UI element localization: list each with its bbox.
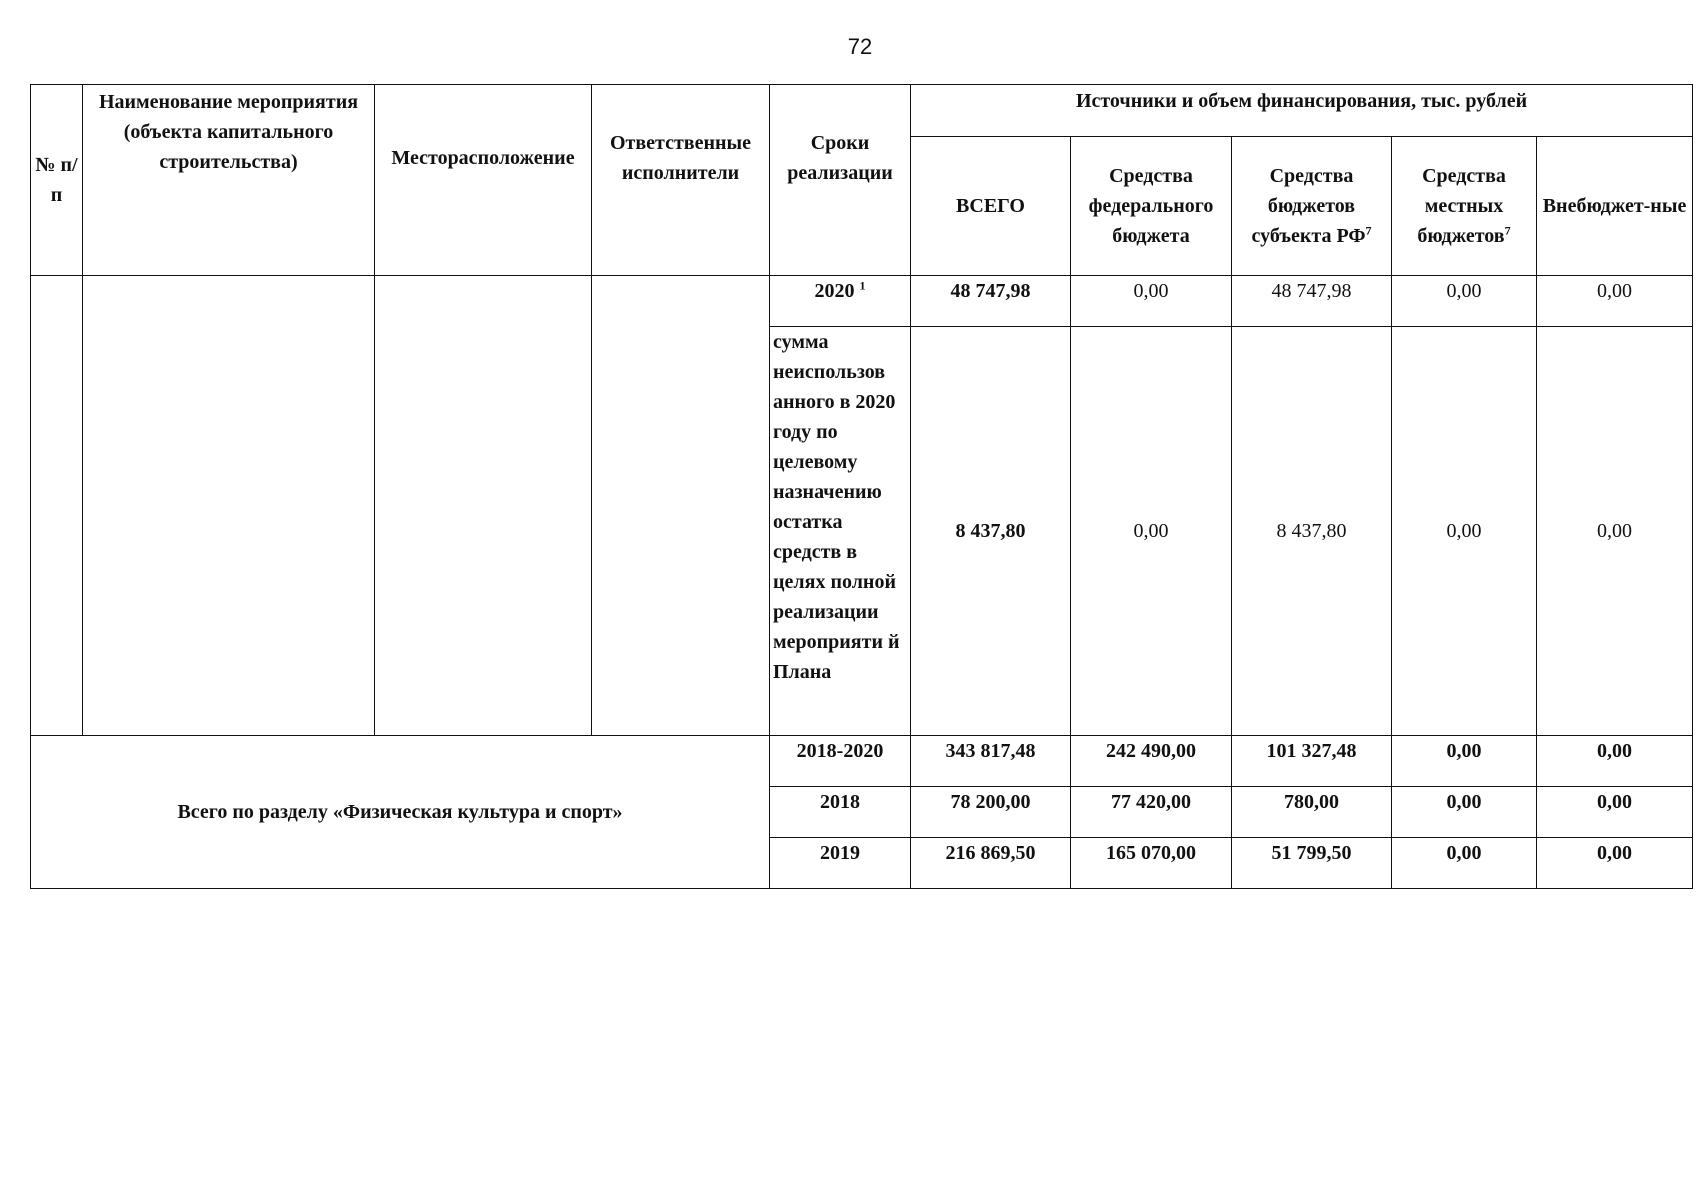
header-responsible: Ответственные исполнители xyxy=(592,85,770,276)
cell-federal: 242 490,00 xyxy=(1071,736,1232,787)
cell-regional: 51 799,50 xyxy=(1232,838,1392,889)
cell-local: 0,00 xyxy=(1392,736,1537,787)
header-federal: Средства федерального бюджета xyxy=(1071,137,1232,276)
header-local-footnote: 7 xyxy=(1504,223,1511,238)
period-text: 2020 xyxy=(814,280,855,302)
cell-total: 216 869,50 xyxy=(911,838,1071,889)
cell-period: сумма неиспользов анного в 2020 году по целевому назначению остатка средств в целях полной реализации мероприяти й Плана xyxy=(770,327,911,736)
cell-local: 0,00 xyxy=(1392,787,1537,838)
cell-extra: 0,00 xyxy=(1537,838,1693,889)
cell-extra: 0,00 xyxy=(1537,327,1693,736)
cell-local: 0,00 xyxy=(1392,838,1537,889)
cell-location xyxy=(375,276,592,736)
period-footnote: 1 xyxy=(859,278,866,293)
header-funding-group: Источники и объем финансирования, тыс. рублей xyxy=(911,85,1693,137)
table-row xyxy=(31,276,1693,327)
financing-table xyxy=(30,84,1693,889)
cell-regional: 101 327,48 xyxy=(1232,736,1392,787)
cell-extra: 0,00 xyxy=(1537,787,1693,838)
cell-regional: 8 437,80 xyxy=(1232,327,1392,736)
header-location: Месторасположение xyxy=(375,85,592,276)
header-total: ВСЕГО xyxy=(911,137,1071,276)
header-name: Наименование мероприятия (объекта капитального строительства) xyxy=(83,85,375,276)
page-number: 72 xyxy=(847,34,873,59)
header-period: Сроки реализации xyxy=(770,85,911,276)
cell-total: 48 747,98 xyxy=(911,276,1071,327)
cell-period: 2018-2020 xyxy=(770,736,911,787)
section-total-label: Всего по разделу «Физическая культура и спорт» xyxy=(31,736,770,889)
header-regional-footnote: 7 xyxy=(1365,223,1372,238)
cell-num xyxy=(31,276,83,736)
header-num: № п/п xyxy=(31,85,83,276)
cell-extra: 0,00 xyxy=(1537,736,1693,787)
header-regional xyxy=(1232,137,1392,276)
cell-name xyxy=(83,276,375,736)
total-row xyxy=(31,736,1693,787)
header-local xyxy=(1392,137,1537,276)
cell-federal: 0,00 xyxy=(1071,327,1232,736)
cell-regional: 780,00 xyxy=(1232,787,1392,838)
header-regional-text: Средства бюджетов субъекта РФ xyxy=(1251,165,1366,247)
cell-federal: 0,00 xyxy=(1071,276,1232,327)
cell-period xyxy=(770,276,911,327)
cell-local: 0,00 xyxy=(1392,276,1537,327)
cell-federal: 77 420,00 xyxy=(1071,787,1232,838)
cell-extra: 0,00 xyxy=(1537,276,1693,327)
cell-total: 78 200,00 xyxy=(911,787,1071,838)
header-row-1 xyxy=(31,85,1693,137)
cell-period: 2018 xyxy=(770,787,911,838)
cell-federal: 165 070,00 xyxy=(1071,838,1232,889)
header-local-text: Средства местных бюджетов xyxy=(1417,165,1506,247)
cell-total: 8 437,80 xyxy=(911,327,1071,736)
cell-local: 0,00 xyxy=(1392,327,1537,736)
cell-total: 343 817,48 xyxy=(911,736,1071,787)
cell-period: 2019 xyxy=(770,838,911,889)
cell-responsible xyxy=(592,276,770,736)
header-extra: Внебюджет-ные xyxy=(1537,137,1693,276)
cell-regional: 48 747,98 xyxy=(1232,276,1392,327)
